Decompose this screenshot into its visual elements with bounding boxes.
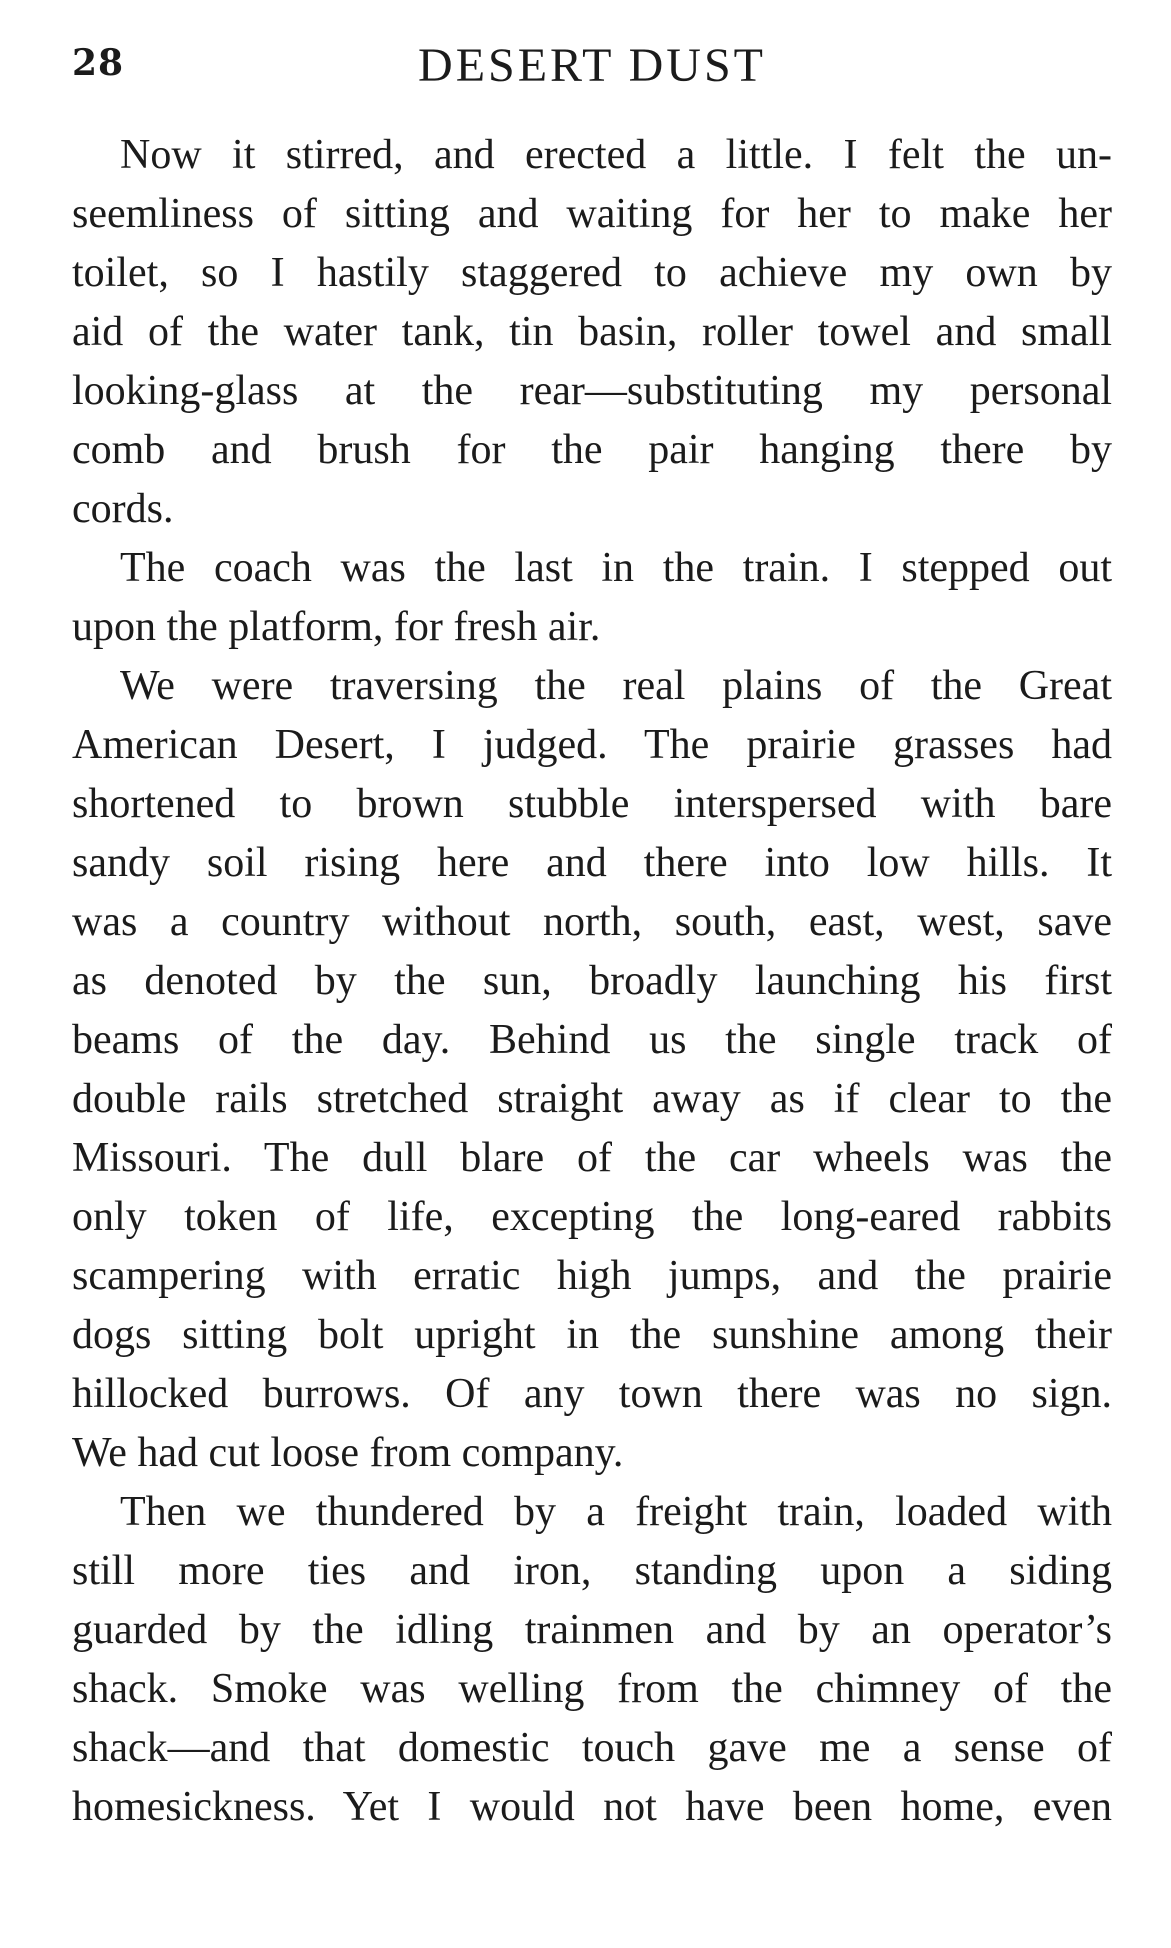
text-line: double rails stretched straight away as if clear to the	[72, 1076, 1112, 1122]
text-line: upon the platform, for fresh air.	[72, 604, 601, 650]
paragraph	[72, 539, 1112, 657]
body-text	[72, 126, 1112, 1837]
running-title: DESERT DUST	[418, 39, 766, 92]
page-number: 28	[72, 42, 125, 84]
text-line: Then we thundered by a freight train, loaded with	[120, 1489, 1112, 1535]
text-line: homesickness. Yet I would not have been home, even	[72, 1784, 1112, 1830]
text-line: dogs sitting bolt upright in the sunshine among their	[72, 1312, 1112, 1358]
text-line: shack—and that domestic touch gave me a sense of	[72, 1725, 1112, 1771]
running-head	[72, 38, 1112, 98]
text-line: We had cut loose from company.	[72, 1430, 624, 1476]
text-line: sandy soil rising here and there into low hills. It	[72, 840, 1112, 886]
text-line: shack. Smoke was welling from the chimney of the	[72, 1666, 1112, 1712]
text-line: looking-glass at the rear—substituting my personal	[72, 368, 1112, 414]
text-line: seemliness of sitting and waiting for her to make her	[72, 191, 1112, 237]
text-line: hillocked burrows. Of any town there was no sign.	[72, 1371, 1112, 1417]
text-line: cords.	[72, 486, 174, 532]
text-line: aid of the water tank, tin basin, roller towel and small	[72, 309, 1112, 355]
text-line: beams of the day. Behind us the single track of	[72, 1017, 1112, 1063]
text-line: We were traversing the real plains of the Great	[120, 663, 1112, 709]
paragraph	[72, 657, 1112, 1483]
paragraph	[72, 1483, 1112, 1837]
paragraph	[72, 126, 1112, 539]
text-line: American Desert, I judged. The prairie grasses had	[72, 722, 1112, 768]
text-line: was a country without north, south, east, west, save	[72, 899, 1112, 945]
text-line: guarded by the idling trainmen and by an operator’s	[72, 1607, 1112, 1653]
text-line: toilet, so I hastily staggered to achieve my own by	[72, 250, 1112, 296]
text-line: Missouri. The dull blare of the car wheels was the	[72, 1135, 1112, 1181]
text-line: Now it stirred, and erected a little. I felt the un-	[120, 132, 1112, 178]
text-line: scampering with erratic high jumps, and the prairie	[72, 1253, 1112, 1299]
text-line: as denoted by the sun, broadly launching his first	[72, 958, 1112, 1004]
text-line: comb and brush for the pair hanging there by	[72, 427, 1112, 473]
text-line: shortened to brown stubble interspersed with bare	[72, 781, 1112, 827]
text-line: still more ties and iron, standing upon a siding	[72, 1548, 1112, 1594]
text-line: only token of life, excepting the long-eared rabbits	[72, 1194, 1112, 1240]
text-line: The coach was the last in the train. I stepped out	[120, 545, 1112, 591]
